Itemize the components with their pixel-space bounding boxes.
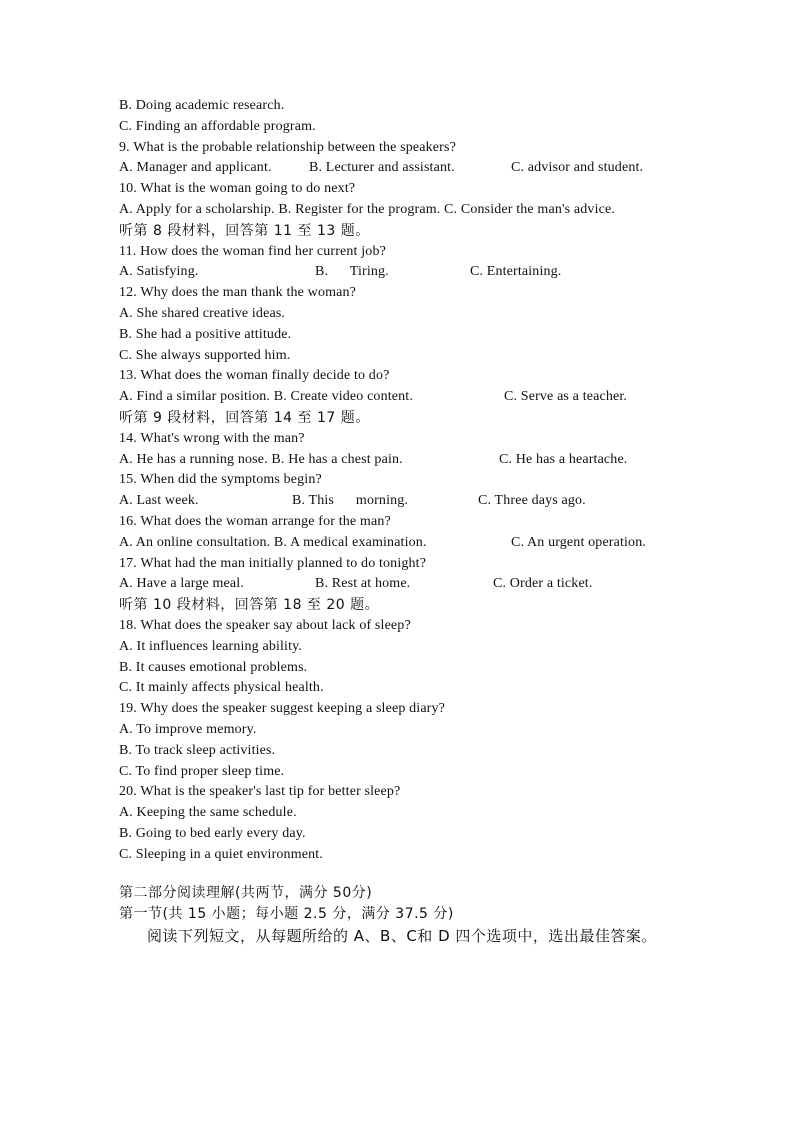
q14-options [119, 450, 679, 471]
q9-option-a: A. Manager and applicant. [119, 160, 272, 176]
q12-option-a: A. She shared creative ideas. [119, 305, 286, 321]
q20-option-c: C. Sleeping in a quiet environment. [119, 846, 323, 862]
q16-option-c: C. An urgent operation. [511, 534, 647, 550]
reading-instruction: 阅读下列短文，从每题所给的 A、B、C和 D 四个选项中，选出最佳答案。 [147, 927, 657, 946]
q18-option-c: C. It mainly affects physical health. [119, 680, 324, 696]
q14-option-c: C. He has a heartache. [499, 451, 628, 467]
question-10: 10. What is the woman going to do next? [119, 181, 356, 197]
section-1-heading: 第一节(共 15 小题；每小题 2.5 分，满分 37.5 分) [119, 906, 454, 923]
q9-options [119, 158, 679, 179]
q11-options [119, 262, 679, 283]
q8-option-b: B. Doing academic research. [119, 98, 285, 113]
q12-option-b: B. She had a positive attitude. [119, 326, 292, 342]
q11-option-c: C. Entertaining. [470, 264, 562, 280]
q13-option-ab: A. Find a similar position. B. Create video content. [119, 389, 413, 405]
q8-option-c: C. Finding an affordable program. [119, 118, 316, 134]
q13-option-c: C. Serve as a teacher. [504, 389, 628, 405]
q15-options [119, 491, 679, 512]
q17-option-a: A. Have a large meal. [119, 576, 244, 592]
q15-option-c: C. Three days ago. [478, 493, 586, 509]
q11-option-a: A. Satisfying. [119, 264, 199, 280]
q10-options: A. Apply for a scholarship. B. Register for the program. C. Consider the man's advice. [119, 201, 615, 217]
section-10-heading: 听第 10 段材料，回答第 18 至 20 题。 [119, 597, 380, 614]
q15-option-a: A. Last week. [119, 493, 199, 509]
question-18: 18. What does the speaker say about lack of sleep? [119, 617, 411, 633]
q13-options [119, 387, 679, 408]
q17-option-c: C. Order a ticket. [493, 576, 593, 592]
section-8-heading: 听第 8 段材料，回答第 11 至 13 题。 [119, 222, 370, 239]
q11-option-b: B. Tiring. [315, 264, 389, 280]
q15-option-b: B. This morning. [292, 493, 409, 509]
exam-page [119, 96, 679, 947]
spacer [119, 865, 679, 883]
question-14: 14. What's wrong with the man? [119, 430, 305, 446]
question-19: 19. Why does the speaker suggest keeping a sleep diary? [119, 701, 446, 717]
q17-option-b: B. Rest at home. [315, 576, 411, 592]
question-20: 20. What is the speaker's last tip for better sleep? [119, 784, 401, 800]
question-17: 17. What had the man initially planned to do tonight? [119, 555, 427, 571]
q19-option-c: C. To find proper sleep time. [119, 763, 285, 779]
question-16: 16. What does the woman arrange for the man? [119, 513, 391, 529]
q18-option-b: B. It causes emotional problems. [119, 659, 308, 675]
question-13: 13. What does the woman finally decide to do? [119, 368, 390, 384]
q16-option-ab: A. An online consultation. B. A medical examination. [119, 534, 427, 550]
q14-option-ab: A. He has a running nose. B. He has a chest pain. [119, 451, 403, 467]
q9-option-b: B. Lecturer and assistant. [309, 160, 455, 176]
question-12: 12. Why does the man thank the woman? [119, 285, 357, 301]
q19-option-b: B. To track sleep activities. [119, 742, 276, 758]
q17-options [119, 574, 679, 595]
q16-options [119, 533, 679, 554]
question-11: 11. How does the woman find her current job? [119, 243, 386, 259]
q9-option-c: C. advisor and student. [511, 160, 644, 176]
section-9-heading: 听第 9 段材料，回答第 14 至 17 题。 [119, 409, 370, 426]
question-9: 9. What is the probable relationship between the speakers? [119, 139, 456, 155]
q18-option-a: A. It influences learning ability. [119, 638, 303, 654]
q12-option-c: C. She always supported him. [119, 347, 291, 363]
q20-option-a: A. Keeping the same schedule. [119, 805, 297, 821]
part-2-heading: 第二部分阅读理解(共两节，满分 50分) [119, 885, 373, 902]
question-15: 15. When did the symptoms begin? [119, 472, 322, 488]
q20-option-b: B. Going to bed early every day. [119, 825, 306, 841]
q19-option-a: A. To improve memory. [119, 721, 257, 737]
